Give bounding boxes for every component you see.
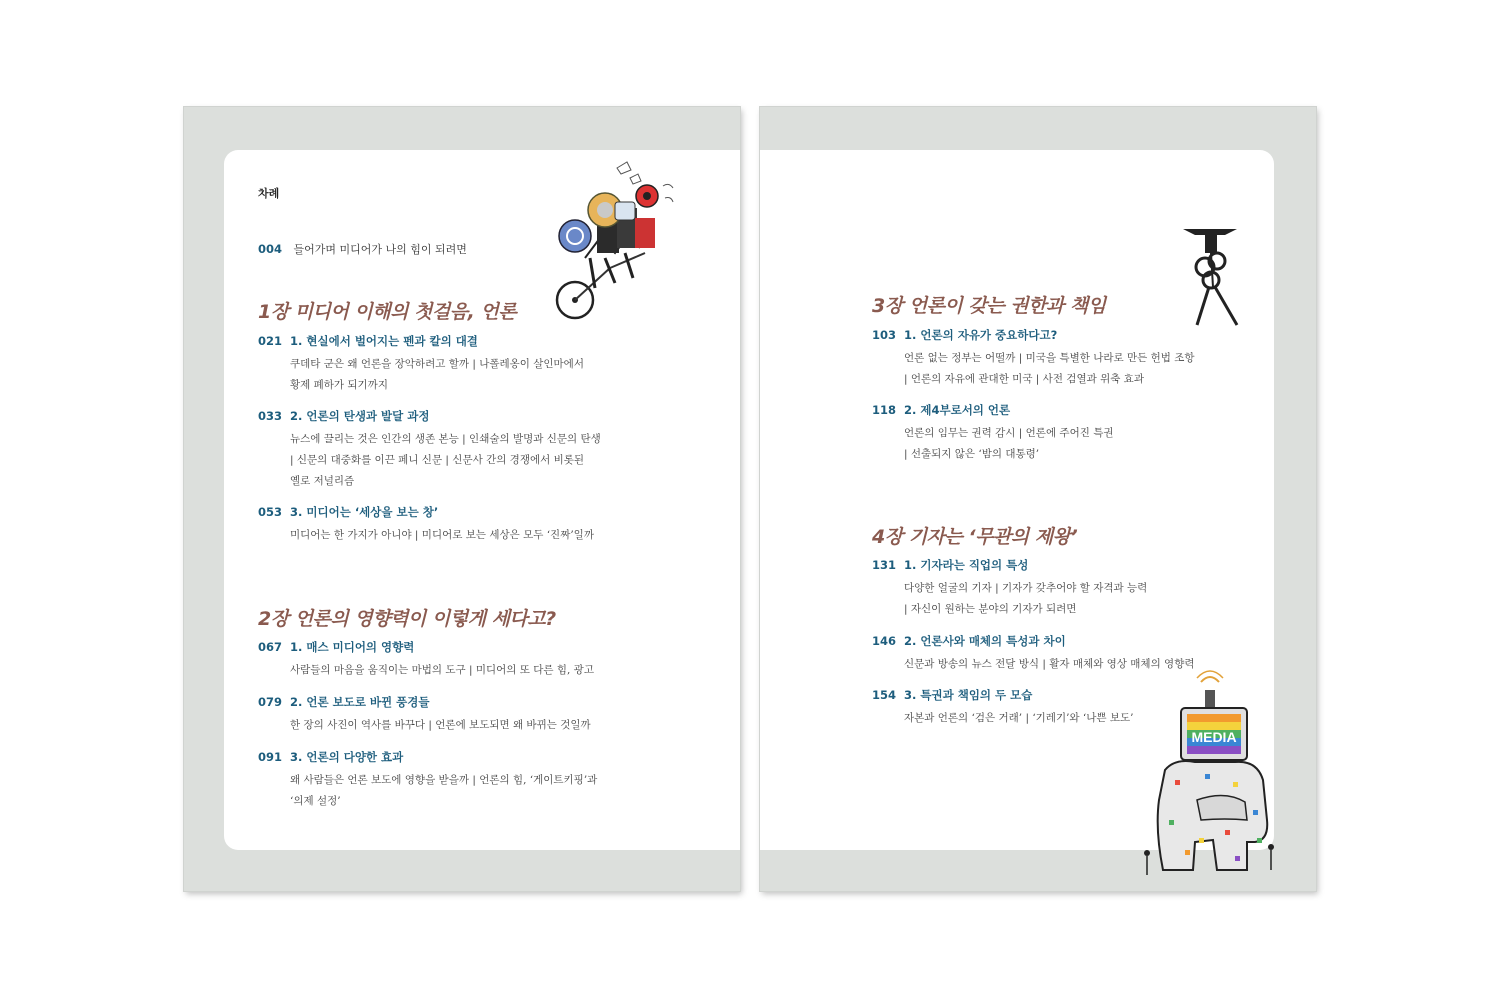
entry-title: 2. 언론의 탄생과 발달 과정 xyxy=(290,409,430,423)
pen-and-scissors-illustration xyxy=(1175,225,1250,335)
entry-description xyxy=(904,578,1147,620)
entry-description xyxy=(904,423,1113,465)
entry-description-line: 옐로 저널리즘 xyxy=(290,475,355,487)
chapter-1-title: 1장 미디어 이해의 첫걸음, 언론 xyxy=(258,301,517,323)
entry-description-line: 언론 없는 정부는 어떨까 | 미국을 특별한 나라로 만든 헌법 조항 xyxy=(904,352,1195,364)
entry-description xyxy=(290,429,601,492)
entry-description-line: 뉴스에 끌리는 것은 인간의 생존 본능 | 인쇄술의 발명과 신문의 탄생 xyxy=(290,433,601,445)
entry-page-number: 146 xyxy=(872,634,897,648)
toc-entry xyxy=(872,326,1195,390)
entry-title: 3. 특권과 책임의 두 모습 xyxy=(904,688,1033,702)
chapter-2-title: 2장 언론의 영향력이 이렇게 세다고? xyxy=(258,608,556,630)
toc-entry xyxy=(258,503,594,546)
entry-description-line: 신문과 방송의 뉴스 전달 방식 | 활자 매체와 영상 매체의 영향력 xyxy=(904,658,1195,670)
entry-page-number: 131 xyxy=(872,558,897,572)
entry-description xyxy=(290,715,591,736)
entry-page-number: 118 xyxy=(872,403,897,417)
entry-description xyxy=(290,354,584,396)
entry-description xyxy=(290,660,594,681)
entry-description xyxy=(904,708,1134,729)
chapter-3-title: 3장 언론이 갖는 권한과 책임 xyxy=(872,295,1106,317)
entry-title: 1. 현실에서 벌어지는 펜과 칼의 대결 xyxy=(290,334,478,348)
toc-title: 차례 xyxy=(258,187,280,200)
entry-page-number: 053 xyxy=(258,505,283,519)
entry-title: 1. 언론의 자유가 중요하다고? xyxy=(904,328,1058,342)
toc-entry xyxy=(872,632,1195,675)
intro-title: 들어가며 미디어가 나의 힘이 되려면 xyxy=(293,243,467,256)
toc-entry xyxy=(872,556,1147,620)
entry-description-line: 한 장의 사진이 역사를 바꾸다 | 언론에 보도되면 왜 바뀌는 것일까 xyxy=(290,719,591,731)
entry-title: 1. 매스 미디어의 영향력 xyxy=(290,640,415,654)
media-robot-illustration xyxy=(1135,670,1280,885)
entry-title: 3. 언론의 다양한 효과 xyxy=(290,750,404,764)
entry-title: 2. 언론사와 매체의 특성과 차이 xyxy=(904,634,1066,648)
toc-entry xyxy=(258,638,594,681)
entry-description-line: 사람들의 마음을 움직이는 마법의 도구 | 미디어의 또 다른 힘, 광고 xyxy=(290,664,594,676)
toc-entry xyxy=(258,407,601,492)
intro-page-number: 004 xyxy=(258,242,283,256)
entry-description-line: 언론의 임무는 권력 감시 | 언론에 주어진 특권 xyxy=(904,427,1114,439)
entry-title: 2. 언론 보도로 바뀐 풍경들 xyxy=(290,695,430,709)
entry-title: 1. 기자라는 직업의 특성 xyxy=(904,558,1029,572)
entry-description-line: | 선출되지 않은 ‘밤의 대통령’ xyxy=(904,448,1040,460)
entry-description-line: 황제 폐하가 되기까지 xyxy=(290,379,388,391)
entry-title: 3. 미디어는 ‘세상을 보는 창’ xyxy=(290,505,439,519)
entry-description-line: 다양한 얼굴의 기자 | 기자가 갖추어야 할 자격과 능력 xyxy=(904,582,1148,594)
entry-description xyxy=(290,525,594,546)
toc-entry xyxy=(258,748,597,812)
entry-description-line: | 신문의 대중화를 이끈 페니 신문 | 신문사 간의 경쟁에서 비롯된 xyxy=(290,454,585,466)
entry-description-line: 미디어는 한 가지가 아니야 | 미디어로 보는 세상은 모두 ‘진짜’일까 xyxy=(290,529,594,541)
entry-description-line: ‘의제 설정’ xyxy=(290,795,341,807)
entry-description-line: 자본과 언론의 ‘검은 거래’ | ‘기레기’와 ‘나쁜 보도’ xyxy=(904,712,1134,724)
intro-entry xyxy=(258,241,467,257)
entry-page-number: 103 xyxy=(872,328,897,342)
entry-description-line: 왜 사람들은 언론 보도에 영향을 받을까 | 언론의 힘, ‘게이트키핑’과 xyxy=(290,774,598,786)
toc-entry xyxy=(872,686,1134,729)
entry-description-line: | 언론의 자유에 관대한 미국 | 사전 검열과 위축 효과 xyxy=(904,373,1144,385)
toc-entry xyxy=(872,401,1113,465)
entry-title: 2. 제4부로서의 언론 xyxy=(904,403,1011,417)
entry-page-number: 079 xyxy=(258,695,283,709)
entry-page-number: 154 xyxy=(872,688,897,702)
entry-description xyxy=(904,348,1195,390)
toc-entry xyxy=(258,332,584,396)
media-label: MEDIA xyxy=(1191,729,1237,745)
entry-page-number: 033 xyxy=(258,409,283,423)
entry-page-number: 091 xyxy=(258,750,283,764)
entry-page-number: 067 xyxy=(258,640,283,654)
entry-description xyxy=(290,770,597,812)
bicycle-riders-illustration xyxy=(545,158,685,328)
toc-entry xyxy=(258,693,591,736)
entry-description-line: 쿠데타 군은 왜 언론을 장악하려고 할까 | 나폴레옹이 살인마에서 xyxy=(290,358,584,370)
entry-page-number: 021 xyxy=(258,334,283,348)
entry-description-line: | 자신이 원하는 분야의 기자가 되려면 xyxy=(904,603,1077,615)
chapter-4-title: 4장 기자는 ‘무관의 제왕’ xyxy=(872,526,1078,548)
